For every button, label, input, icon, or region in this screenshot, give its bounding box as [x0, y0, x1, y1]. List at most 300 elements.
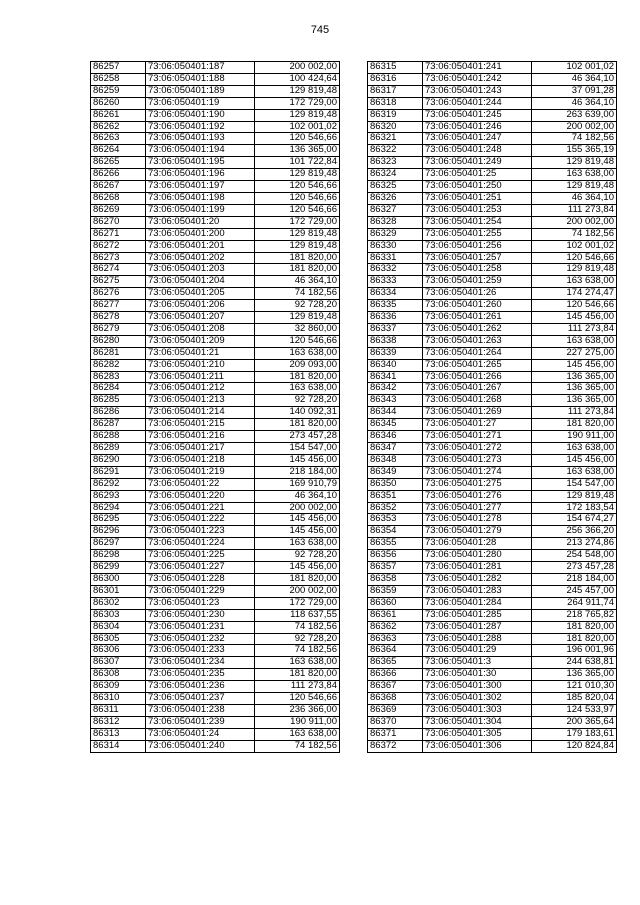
table-row [91, 121, 340, 133]
cadastral-number: 73:06:050401:268 [423, 395, 532, 407]
table-row [91, 240, 340, 252]
cadastral-value: 181 820,00 [255, 264, 340, 276]
cadastral-value: 163 638,00 [255, 347, 340, 359]
cadastral-number: 73:06:050401:275 [423, 478, 532, 490]
cadastral-number: 73:06:050401:227 [146, 562, 255, 574]
table-row [91, 657, 340, 669]
row-number: 86335 [368, 300, 423, 312]
cadastral-number: 73:06:050401:277 [423, 502, 532, 514]
cadastral-value: 136 365,00 [532, 371, 617, 383]
row-number: 86332 [368, 264, 423, 276]
cadastral-number: 73:06:050401:241 [423, 62, 532, 74]
row-number: 86264 [91, 145, 146, 157]
cadastral-value: 101 722,84 [255, 157, 340, 169]
cadastral-number: 73:06:050401:272 [423, 443, 532, 455]
cadastral-value: 129 819,48 [255, 169, 340, 181]
cadastral-value: 46 364,10 [255, 490, 340, 502]
row-number: 86342 [368, 383, 423, 395]
table-row [91, 478, 340, 490]
cadastral-value: 120 546,66 [532, 252, 617, 264]
table-row [368, 216, 617, 228]
cadastral-value: 120 546,66 [255, 192, 340, 204]
cadastral-number: 73:06:050401:305 [423, 728, 532, 740]
cadastral-value: 129 819,48 [255, 312, 340, 324]
cadastral-number: 73:06:050401:214 [146, 407, 255, 419]
cadastral-value: 129 819,48 [532, 157, 617, 169]
cadastral-value: 129 819,48 [532, 490, 617, 502]
cadastral-value: 181 820,00 [255, 419, 340, 431]
cadastral-value: 74 182,56 [255, 621, 340, 633]
row-number: 86329 [368, 228, 423, 240]
cadastral-number: 73:06:050401:265 [423, 359, 532, 371]
table-row [91, 466, 340, 478]
cadastral-value: 209 093,00 [255, 359, 340, 371]
row-number: 86351 [368, 490, 423, 502]
cadastral-number: 73:06:050401:197 [146, 181, 255, 193]
cadastral-number: 73:06:050401:205 [146, 288, 255, 300]
cadastral-number: 73:06:050401:19 [146, 97, 255, 109]
cadastral-value: 200 002,00 [255, 502, 340, 514]
cadastral-number: 73:06:050401:262 [423, 323, 532, 335]
cadastral-value: 245 457,00 [532, 585, 617, 597]
cadastral-number: 73:06:050401:281 [423, 562, 532, 574]
cadastral-value: 120 546,66 [255, 693, 340, 705]
table-row [368, 133, 617, 145]
table-row [91, 633, 340, 645]
cadastral-value: 181 820,00 [255, 669, 340, 681]
table-row [91, 264, 340, 276]
row-number: 86356 [368, 550, 423, 562]
table-row [91, 133, 340, 145]
table-row [368, 407, 617, 419]
table-row [91, 419, 340, 431]
cadastral-value: 140 092,31 [255, 407, 340, 419]
row-number: 86306 [91, 645, 146, 657]
cadastral-value: 218 184,00 [255, 466, 340, 478]
cadastral-value: 244 638,81 [532, 657, 617, 669]
cadastral-number: 73:06:050401:303 [423, 704, 532, 716]
cadastral-value: 163 638,00 [532, 443, 617, 455]
cadastral-number: 73:06:050401:193 [146, 133, 255, 145]
cadastral-number: 73:06:050401:243 [423, 85, 532, 97]
row-number: 86341 [368, 371, 423, 383]
cadastral-number: 73:06:050401:254 [423, 216, 532, 228]
row-number: 86291 [91, 466, 146, 478]
row-number: 86362 [368, 621, 423, 633]
table-row [368, 228, 617, 240]
cadastral-number: 73:06:050401:201 [146, 240, 255, 252]
row-number: 86315 [368, 62, 423, 74]
cadastral-number: 73:06:050401:188 [146, 73, 255, 85]
table-row [91, 490, 340, 502]
row-number: 86357 [368, 562, 423, 574]
row-number: 86278 [91, 312, 146, 324]
cadastral-number: 73:06:050401:229 [146, 585, 255, 597]
cadastral-value: 46 364,10 [255, 276, 340, 288]
cadastral-value: 92 728,20 [255, 395, 340, 407]
row-number: 86273 [91, 252, 146, 264]
cadastral-value: 111 273,84 [532, 407, 617, 419]
table-row [91, 252, 340, 264]
cadastral-value: 145 456,00 [255, 526, 340, 538]
row-number: 86339 [368, 347, 423, 359]
table-row [368, 347, 617, 359]
cadastral-number: 73:06:050401:247 [423, 133, 532, 145]
cadastral-value: 181 820,00 [255, 252, 340, 264]
cadastral-value: 181 820,00 [255, 573, 340, 585]
cadastral-value: 121 010,30 [532, 681, 617, 693]
row-number: 86297 [91, 538, 146, 550]
row-number: 86358 [368, 573, 423, 585]
cadastral-value: 46 364,10 [532, 73, 617, 85]
cadastral-value: 256 366,20 [532, 526, 617, 538]
cadastral-number: 73:06:050401:212 [146, 383, 255, 395]
row-number: 86325 [368, 181, 423, 193]
table-row [91, 359, 340, 371]
row-number: 86310 [91, 693, 146, 705]
table-row [368, 204, 617, 216]
table-row [368, 431, 617, 443]
row-number: 86279 [91, 323, 146, 335]
cadastral-number: 73:06:050401:202 [146, 252, 255, 264]
table-row [368, 323, 617, 335]
cadastral-value: 136 365,00 [532, 383, 617, 395]
cadastral-value: 120 546,66 [532, 300, 617, 312]
cadastral-number: 73:06:050401:204 [146, 276, 255, 288]
row-number: 86299 [91, 562, 146, 574]
cadastral-number: 73:06:050401:266 [423, 371, 532, 383]
table-row [368, 85, 617, 97]
table-row [368, 526, 617, 538]
cadastral-number: 73:06:050401:235 [146, 669, 255, 681]
row-number: 86308 [91, 669, 146, 681]
row-number: 86267 [91, 181, 146, 193]
row-number: 86307 [91, 657, 146, 669]
cadastral-number: 73:06:050401:234 [146, 657, 255, 669]
cadastral-value: 102 001,02 [532, 62, 617, 74]
row-number: 86363 [368, 633, 423, 645]
table-row [91, 669, 340, 681]
cadastral-value: 120 824,84 [532, 740, 617, 752]
cadastral-number: 73:06:050401:196 [146, 169, 255, 181]
cadastral-value: 46 364,10 [532, 97, 617, 109]
row-number: 86281 [91, 347, 146, 359]
cadastral-number: 73:06:050401:302 [423, 693, 532, 705]
cadastral-number: 73:06:050401:210 [146, 359, 255, 371]
table-row [368, 181, 617, 193]
cadastral-value: 181 820,00 [532, 621, 617, 633]
cadastral-number: 73:06:050401:258 [423, 264, 532, 276]
cadastral-number: 73:06:050401:267 [423, 383, 532, 395]
cadastral-value: 129 819,48 [532, 264, 617, 276]
row-number: 86268 [91, 192, 146, 204]
row-number: 86370 [368, 716, 423, 728]
table-row [91, 514, 340, 526]
table-row [368, 573, 617, 585]
table-row [368, 395, 617, 407]
table-row [368, 300, 617, 312]
table-row [368, 645, 617, 657]
cadastral-number: 73:06:050401:244 [423, 97, 532, 109]
cadastral-number: 73:06:050401:284 [423, 597, 532, 609]
cadastral-value: 129 819,48 [532, 181, 617, 193]
cadastral-value: 227 275,00 [532, 347, 617, 359]
cadastral-value: 129 819,48 [255, 85, 340, 97]
table-row [91, 335, 340, 347]
cadastral-number: 73:06:050401:300 [423, 681, 532, 693]
cadastral-value: 74 182,56 [255, 288, 340, 300]
cadastral-value: 213 274,86 [532, 538, 617, 550]
table-row [91, 300, 340, 312]
cadastral-value: 145 456,00 [255, 562, 340, 574]
cadastral-value: 263 639,00 [532, 109, 617, 121]
table-row [91, 526, 340, 538]
cadastral-value: 111 273,84 [255, 681, 340, 693]
cadastral-value: 145 456,00 [255, 454, 340, 466]
table-row [368, 454, 617, 466]
row-number: 86312 [91, 716, 146, 728]
table-row [91, 443, 340, 455]
row-number: 86274 [91, 264, 146, 276]
row-number: 86368 [368, 693, 423, 705]
table-row [91, 192, 340, 204]
cadastral-number: 73:06:050401:24 [146, 728, 255, 740]
page-number: 745 [310, 24, 330, 36]
table-row [91, 228, 340, 240]
cadastral-value: 200 365,64 [532, 716, 617, 728]
table-row [368, 276, 617, 288]
cadastral-number: 73:06:050401:274 [423, 466, 532, 478]
table-row [91, 383, 340, 395]
row-number: 86337 [368, 323, 423, 335]
table-row [368, 693, 617, 705]
registry-table-left [90, 61, 340, 753]
table-row [91, 645, 340, 657]
cadastral-value: 154 674,27 [532, 514, 617, 526]
row-number: 86344 [368, 407, 423, 419]
cadastral-number: 73:06:050401:306 [423, 740, 532, 752]
cadastral-value: 190 911,00 [255, 716, 340, 728]
table-row [368, 550, 617, 562]
cadastral-number: 73:06:050401:216 [146, 431, 255, 443]
row-number: 86259 [91, 85, 146, 97]
cadastral-number: 73:06:050401:203 [146, 264, 255, 276]
cadastral-number: 73:06:050401:213 [146, 395, 255, 407]
cadastral-value: 74 182,56 [255, 740, 340, 752]
cadastral-number: 73:06:050401:287 [423, 621, 532, 633]
row-number: 86270 [91, 216, 146, 228]
row-number: 86314 [91, 740, 146, 752]
table-row [91, 431, 340, 443]
cadastral-value: 254 548,00 [532, 550, 617, 562]
cadastral-value: 200 002,00 [255, 585, 340, 597]
cadastral-value: 163 638,00 [255, 538, 340, 550]
cadastral-value: 46 364,10 [532, 192, 617, 204]
table-row [91, 550, 340, 562]
cadastral-value: 218 765,82 [532, 609, 617, 621]
cadastral-value: 100 424,64 [255, 73, 340, 85]
cadastral-number: 73:06:050401:20 [146, 216, 255, 228]
table-row [91, 693, 340, 705]
cadastral-value: 163 638,00 [532, 169, 617, 181]
cadastral-value: 74 182,56 [532, 228, 617, 240]
table-row [91, 562, 340, 574]
table-row [368, 157, 617, 169]
registry-table-right [367, 61, 617, 753]
cadastral-number: 73:06:050401:192 [146, 121, 255, 133]
cadastral-value: 273 457,28 [532, 562, 617, 574]
cadastral-value: 163 638,00 [532, 466, 617, 478]
table-row [91, 323, 340, 335]
cadastral-value: 163 638,00 [255, 728, 340, 740]
cadastral-value: 74 182,56 [532, 133, 617, 145]
row-number: 86293 [91, 490, 146, 502]
cadastral-value: 218 184,00 [532, 573, 617, 585]
table-row [91, 276, 340, 288]
cadastral-number: 73:06:050401:207 [146, 312, 255, 324]
table-row [368, 514, 617, 526]
table-row [368, 490, 617, 502]
row-number: 86354 [368, 526, 423, 538]
table-row [91, 407, 340, 419]
cadastral-number: 73:06:050401:261 [423, 312, 532, 324]
cadastral-value: 92 728,20 [255, 300, 340, 312]
row-number: 86364 [368, 645, 423, 657]
table-row [91, 145, 340, 157]
cadastral-number: 73:06:050401:28 [423, 538, 532, 550]
row-number: 86266 [91, 169, 146, 181]
table-row [368, 145, 617, 157]
row-number: 86296 [91, 526, 146, 538]
cadastral-number: 73:06:050401:25 [423, 169, 532, 181]
table-row [91, 585, 340, 597]
cadastral-number: 73:06:050401:251 [423, 192, 532, 204]
table-row [368, 383, 617, 395]
cadastral-value: 172 729,00 [255, 216, 340, 228]
row-number: 86272 [91, 240, 146, 252]
row-number: 86336 [368, 312, 423, 324]
row-number: 86258 [91, 73, 146, 85]
cadastral-value: 111 273,84 [532, 204, 617, 216]
row-number: 86365 [368, 657, 423, 669]
table-row [91, 573, 340, 585]
cadastral-value: 120 546,66 [255, 181, 340, 193]
cadastral-value: 264 911,74 [532, 597, 617, 609]
cadastral-value: 163 638,00 [255, 657, 340, 669]
table-row [368, 681, 617, 693]
table-row [368, 312, 617, 324]
cadastral-value: 37 091,28 [532, 85, 617, 97]
row-number: 86277 [91, 300, 146, 312]
table-row [368, 728, 617, 740]
cadastral-number: 73:06:050401:222 [146, 514, 255, 526]
cadastral-number: 73:06:050401:240 [146, 740, 255, 752]
cadastral-number: 73:06:050401:3 [423, 657, 532, 669]
row-number: 86366 [368, 669, 423, 681]
row-number: 86261 [91, 109, 146, 121]
row-number: 86317 [368, 85, 423, 97]
table-row [91, 681, 340, 693]
table-row [91, 157, 340, 169]
cadastral-number: 73:06:050401:246 [423, 121, 532, 133]
table-row [91, 502, 340, 514]
table-row [91, 740, 340, 752]
table-row [368, 335, 617, 347]
cadastral-number: 73:06:050401:231 [146, 621, 255, 633]
cadastral-value: 163 638,00 [532, 276, 617, 288]
table-row [368, 657, 617, 669]
table-row [91, 62, 340, 74]
table-row [91, 621, 340, 633]
cadastral-value: 129 819,48 [255, 228, 340, 240]
cadastral-value: 32 860,00 [255, 323, 340, 335]
cadastral-number: 73:06:050401:236 [146, 681, 255, 693]
table-row [368, 419, 617, 431]
row-number: 86303 [91, 609, 146, 621]
cadastral-value: 196 001,96 [532, 645, 617, 657]
table-row [91, 395, 340, 407]
cadastral-number: 73:06:050401:259 [423, 276, 532, 288]
row-number: 86323 [368, 157, 423, 169]
row-number: 86263 [91, 133, 146, 145]
cadastral-value: 136 365,00 [532, 669, 617, 681]
cadastral-number: 73:06:050401:238 [146, 704, 255, 716]
cadastral-value: 145 456,00 [532, 359, 617, 371]
cadastral-number: 73:06:050401:285 [423, 609, 532, 621]
cadastral-number: 73:06:050401:273 [423, 454, 532, 466]
cadastral-number: 73:06:050401:215 [146, 419, 255, 431]
row-number: 86282 [91, 359, 146, 371]
row-number: 86372 [368, 740, 423, 752]
cadastral-number: 73:06:050401:220 [146, 490, 255, 502]
row-number: 86334 [368, 288, 423, 300]
cadastral-number: 73:06:050401:218 [146, 454, 255, 466]
row-number: 86352 [368, 502, 423, 514]
row-number: 86301 [91, 585, 146, 597]
cadastral-value: 181 820,00 [532, 419, 617, 431]
row-number: 86355 [368, 538, 423, 550]
cadastral-value: 172 729,00 [255, 97, 340, 109]
cadastral-number: 73:06:050401:271 [423, 431, 532, 443]
cadastral-number: 73:06:050401:195 [146, 157, 255, 169]
row-number: 86349 [368, 466, 423, 478]
cadastral-value: 190 911,00 [532, 431, 617, 443]
table-row [91, 597, 340, 609]
cadastral-number: 73:06:050401:249 [423, 157, 532, 169]
cadastral-value: 145 456,00 [532, 312, 617, 324]
row-number: 86345 [368, 419, 423, 431]
cadastral-number: 73:06:050401:199 [146, 204, 255, 216]
cadastral-number: 73:06:050401:263 [423, 335, 532, 347]
table-row [91, 716, 340, 728]
row-number: 86371 [368, 728, 423, 740]
row-number: 86304 [91, 621, 146, 633]
row-number: 86295 [91, 514, 146, 526]
cadastral-number: 73:06:050401:260 [423, 300, 532, 312]
cadastral-value: 92 728,20 [255, 633, 340, 645]
row-number: 86294 [91, 502, 146, 514]
table-row [91, 538, 340, 550]
cadastral-number: 73:06:050401:282 [423, 573, 532, 585]
row-number: 86271 [91, 228, 146, 240]
table-row [368, 740, 617, 752]
cadastral-number: 73:06:050401:22 [146, 478, 255, 490]
table-row [91, 288, 340, 300]
cadastral-number: 73:06:050401:304 [423, 716, 532, 728]
row-number: 86327 [368, 204, 423, 216]
cadastral-value: 181 820,00 [255, 371, 340, 383]
row-number: 86324 [368, 169, 423, 181]
